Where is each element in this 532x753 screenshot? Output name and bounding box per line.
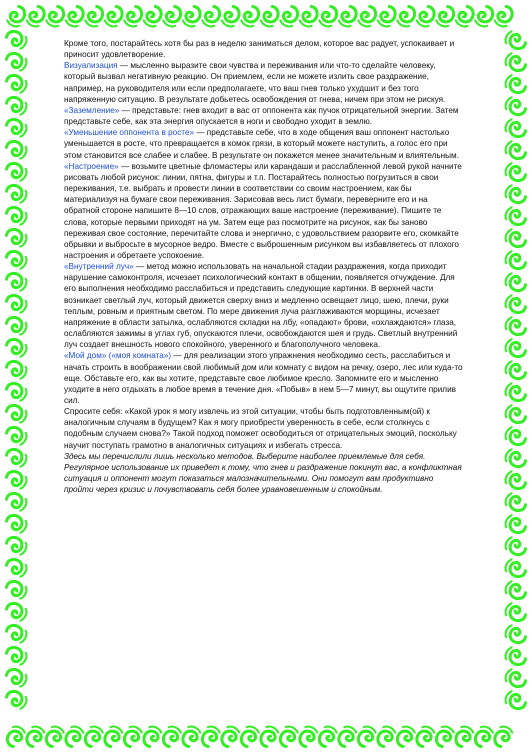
swirl-curl-icon	[162, 4, 183, 28]
paragraph-visualization	[64, 60, 464, 105]
swirl-curl-icon	[45, 4, 66, 28]
swirl-curl-icon	[4, 205, 28, 226]
swirl-curl-icon	[220, 725, 241, 749]
swirl-curl-icon	[260, 4, 281, 28]
swirl-curl-icon	[317, 725, 338, 749]
swirl-curl-icon	[4, 337, 28, 358]
swirl-curl-icon	[4, 51, 28, 72]
swirl-curl-icon	[504, 118, 528, 139]
swirl-curl-icon	[4, 535, 28, 556]
swirl-curl-icon	[4, 557, 28, 578]
swirl-curl-icon	[4, 447, 28, 468]
method-text: — метод можно использовать на начальной стадии раздражения, когда приходит нарушение самоконтроля, исчезает психологический контакт в общении, появляется отчуждение. Для его выполнения необходимо расслабиться и представить следующие картинки. В верхней части возникает светлый луч, который движется сверху вниз и медленно освещает лицо, шею, плечи, руки теплым, ровным и приятным светом. По мере движения луча разглаживаются морщины, исчезает напряжение в области затылка, ослабляются складки на лбу, «опадают» брови, «охлаждаются» глаза, ослабляются зажимы в углах губ, опускаются плечи, освобождаются шея и грудь. Светлый внутренний луч создает внешность нового спокойного, уверенного и благополучного человека.	[64, 262, 458, 350]
swirl-curl-icon	[161, 725, 182, 749]
paragraph-grounding	[64, 105, 464, 127]
swirl-curl-icon	[123, 4, 144, 28]
swirl-curl-icon	[4, 645, 28, 666]
swirl-curl-icon	[504, 580, 528, 601]
swirl-curl-icon	[504, 338, 528, 359]
swirl-curl-icon	[26, 4, 47, 28]
swirl-curl-icon	[83, 725, 104, 749]
swirl-curl-icon	[4, 403, 28, 424]
swirl-curl-icon	[434, 725, 455, 749]
swirl-curl-icon	[6, 4, 27, 28]
document-body	[64, 38, 464, 495]
swirl-curl-icon	[504, 602, 528, 623]
swirl-curl-icon	[278, 725, 299, 749]
swirl-curl-icon	[25, 725, 46, 749]
swirl-curl-icon	[504, 250, 528, 271]
swirl-curl-icon	[504, 294, 528, 315]
swirl-curl-icon	[279, 4, 300, 28]
paragraph-mood	[64, 161, 464, 261]
swirl-curl-icon	[4, 689, 28, 710]
swirl-curl-icon	[298, 725, 319, 749]
method-text: — мысленно выразите свои чувства и переживания или что-то сделайте человеку, который вызвал негативную реакцию. Он приемлем, если не можете излить свое раздражение, например, на руководителя или если предполагаете, что ваш гнев только ухудшит и без того напряженную ситуацию. В результате добьетесь освобождения от гнева, ничем при этом не рискуя.	[64, 61, 446, 104]
swirl-curl-icon	[221, 4, 242, 28]
swirl-curl-icon	[4, 491, 28, 512]
swirl-curl-icon	[338, 4, 359, 28]
swirl-curl-icon	[504, 426, 528, 447]
swirl-curl-icon	[504, 668, 528, 689]
swirl-curl-icon	[504, 30, 528, 51]
swirl-curl-icon	[240, 4, 261, 28]
swirl-curl-icon	[5, 725, 26, 749]
swirl-curl-icon	[504, 316, 528, 337]
swirl-curl-icon	[44, 725, 65, 749]
swirl-curl-icon	[4, 469, 28, 490]
swirl-curl-icon	[454, 725, 475, 749]
swirl-curl-icon	[455, 4, 476, 28]
swirl-curl-icon	[415, 725, 436, 749]
swirl-curl-icon	[504, 360, 528, 381]
border-right	[504, 30, 528, 711]
swirl-curl-icon	[4, 161, 28, 182]
method-text: — возьмите цветные фломастеры или карандаши и расслабленной левой рукой начните рисовать любой рисунок: линии, пятна, фигуры и т.п. Постарайтесь полностью погрузиться в свои переживания, т.е. выбрать и провести линии в соответствии со своим настроением, как бы материализуя на бумаге свои переживания. Зарисовав весь лист бумаги, переверните его и на обратной стороне напишите 8—10 слов, отражающих ваше настроение (переживание). Пишите те слова, которые первыми приходят на ум. Затем еще раз посмотрите на рисунок, как бы заново переживая свое состояние, перечитайте слова и энергично, с удовольствием разорвите его, скомкайте обрывки и выбросьте в мусорное ведро. Вместе с выброшенным рисунком вы избавляетесь от плохого настроения и обретаете успокоение.	[64, 161, 462, 260]
swirl-curl-icon	[299, 4, 320, 28]
swirl-curl-icon	[504, 646, 528, 667]
method-text: — для реализации этого упражнения необходимо сесть, расслабиться и начать строить в воображении свой любимый дом или комнату с видом на речку, озеро, лес или куда-то еще. Обставьте его, как вы хотите, представьте свое любимое кресло. Запомните его и мысленно уходите в него отдыхать в любое время в течение дня. «Побыв» в нем 5—7 минут, вы ощутите прилив сил.	[64, 351, 463, 405]
swirl-curl-icon	[142, 725, 163, 749]
swirl-curl-icon	[504, 228, 528, 249]
swirl-curl-icon	[4, 117, 28, 138]
swirl-curl-icon	[473, 725, 494, 749]
swirl-curl-icon	[504, 558, 528, 579]
swirl-curl-icon	[4, 579, 28, 600]
swirl-curl-icon	[494, 4, 515, 28]
swirl-curl-icon	[504, 514, 528, 535]
method-title: «Мой дом» («моя комната»)	[64, 351, 172, 361]
method-title: «Заземление»	[64, 105, 120, 115]
swirl-curl-icon	[396, 4, 417, 28]
swirl-curl-icon	[318, 4, 339, 28]
swirl-curl-icon	[143, 4, 164, 28]
swirl-curl-icon	[504, 536, 528, 557]
swirl-curl-icon	[122, 725, 143, 749]
swirl-curl-icon	[504, 52, 528, 73]
swirl-curl-icon	[4, 271, 28, 292]
swirl-curl-icon	[4, 73, 28, 94]
swirl-curl-icon	[337, 725, 358, 749]
swirl-curl-icon	[504, 404, 528, 425]
swirl-curl-icon	[84, 4, 105, 28]
swirl-curl-icon	[504, 184, 528, 205]
swirl-curl-icon	[4, 183, 28, 204]
swirl-curl-icon	[504, 74, 528, 95]
swirl-curl-icon	[4, 139, 28, 160]
method-title: «Внутренний луч»	[64, 262, 134, 272]
swirl-curl-icon	[493, 725, 514, 749]
swirl-curl-icon	[474, 4, 495, 28]
swirl-curl-icon	[504, 624, 528, 645]
swirl-curl-icon	[4, 513, 28, 534]
swirl-curl-icon	[4, 227, 28, 248]
swirl-curl-icon	[395, 725, 416, 749]
method-title: Визуализация	[64, 61, 118, 71]
paragraph-my-home	[64, 350, 464, 406]
swirl-curl-icon	[4, 425, 28, 446]
paragraph-intro: Кроме того, постарайтесь хотя бы раз в неделю заниматься делом, которое вас радует, успокаивает и приносит удовлетворение.	[64, 39, 455, 60]
swirl-curl-icon	[4, 249, 28, 270]
paragraph-ask-yourself: Спросите себя: «Какой урок я могу извлечь из этой ситуации, чтобы быть подготовленным(ой) к аналогичным случаям в будущем? Как я могу приобрести уверенность в себе, если столкнусь с подобным случаем снова?» Такой подход поможет освободиться от отрицательных эмоций, поскольку научит поступать грамотно в аналогичных ситуациях и избегать стресса.	[64, 407, 457, 450]
swirl-curl-icon	[4, 29, 28, 50]
swirl-curl-icon	[504, 206, 528, 227]
swirl-curl-icon	[504, 272, 528, 293]
method-title: «Уменьшение оппонента в росте»	[64, 128, 195, 138]
swirl-curl-icon	[504, 690, 528, 711]
swirl-curl-icon	[504, 470, 528, 491]
border-left	[4, 29, 28, 710]
swirl-curl-icon	[64, 725, 85, 749]
border-bottom	[5, 725, 513, 749]
swirl-curl-icon	[104, 4, 125, 28]
paragraph-shrink-opponent	[64, 127, 464, 160]
swirl-curl-icon	[357, 4, 378, 28]
swirl-curl-icon	[4, 667, 28, 688]
swirl-curl-icon	[4, 95, 28, 116]
swirl-curl-icon	[200, 725, 221, 749]
swirl-curl-icon	[4, 623, 28, 644]
swirl-curl-icon	[504, 382, 528, 403]
swirl-curl-icon	[416, 4, 437, 28]
swirl-curl-icon	[4, 315, 28, 336]
method-text: — представьте себе, что в ходе общения ваш оппонент настолько уменьшается в росте, что превращается в комок грязи, в который можете наступить, а голос его при этом становится все слабее и слабее. В результате он покажется менее значительным и влиятельным.	[64, 128, 459, 160]
method-text: — представьте: гнев входит в вас от оппонента как пучок отрицательной энергии. Затем представьте себе, как эта энергия опускается в ноги и свободно уходит в землю.	[64, 105, 459, 127]
swirl-curl-icon	[4, 359, 28, 380]
swirl-curl-icon	[65, 4, 86, 28]
swirl-curl-icon	[504, 162, 528, 183]
border-top	[6, 4, 514, 28]
swirl-curl-icon	[181, 725, 202, 749]
swirl-curl-icon	[504, 96, 528, 117]
paragraph-inner-ray	[64, 261, 464, 350]
swirl-curl-icon	[103, 725, 124, 749]
swirl-curl-icon	[504, 448, 528, 469]
swirl-curl-icon	[435, 4, 456, 28]
swirl-curl-icon	[259, 725, 280, 749]
swirl-curl-icon	[182, 4, 203, 28]
swirl-curl-icon	[4, 601, 28, 622]
paragraph-conclusion: Здесь мы перечислили лишь несколько методов. Выберите наиболее приемлемые для себя. Регулярное использование их приведет к тому, что гнев и раздражение покинут вас, а конфликтная ситуация и оппонент могут показаться малозначительными. Они помогут вам продуктивно пройти через кризис и почувствовать себя более уравновешенным и спокойным.	[64, 451, 462, 495]
swirl-curl-icon	[4, 381, 28, 402]
swirl-curl-icon	[504, 492, 528, 513]
method-title: «Настроение»	[64, 161, 119, 171]
swirl-curl-icon	[239, 725, 260, 749]
swirl-curl-icon	[4, 293, 28, 314]
swirl-curl-icon	[201, 4, 222, 28]
swirl-curl-icon	[504, 140, 528, 161]
swirl-curl-icon	[376, 725, 397, 749]
swirl-curl-icon	[377, 4, 398, 28]
swirl-curl-icon	[356, 725, 377, 749]
